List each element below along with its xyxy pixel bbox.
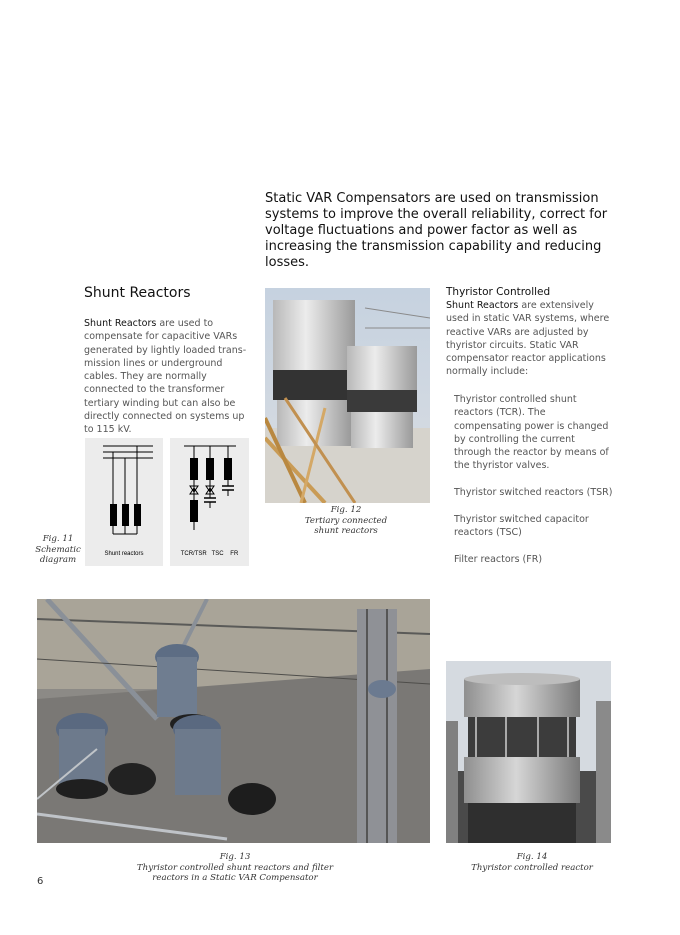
fig14-caption-line1: Thyristor controlled reactor bbox=[471, 862, 593, 873]
fig14-label: Fig. 14 bbox=[516, 852, 548, 862]
tcr-photo bbox=[446, 661, 611, 843]
shunt-lead-term: Shunt Reactors bbox=[84, 318, 157, 329]
fig11-caption-line2: diagram bbox=[39, 555, 77, 565]
schematic-left-label: Shunt reactors bbox=[104, 551, 144, 557]
intro-paragraph: Static VAR Compensators are used on transmission systems to improve the overall reliability, correct for voltage fluctuations and power factor as well as increasing the transmission capability and reducing losses. bbox=[265, 191, 608, 270]
tertiary-reactors-photo bbox=[265, 288, 430, 503]
schematic-tcr-svg bbox=[170, 438, 249, 566]
list-item: Thyristor switched capacitor reactors (TSC) bbox=[454, 513, 589, 538]
fig12-caption-line1: Tertiary connected bbox=[304, 515, 388, 526]
page-number: 6 bbox=[37, 876, 44, 887]
schematic-shunt-reactors bbox=[85, 438, 163, 566]
fig13-caption-line2: reactors in a Static VAR Compensator bbox=[152, 873, 318, 883]
fig12-label: Fig. 12 bbox=[330, 505, 362, 515]
list-item: Thyristor controlled shunt reactors (TCR). The compensating power is changed by controlling the current through the reactor by means of the thyristor valves. bbox=[454, 394, 609, 472]
schematic-tcr-tsc-fr bbox=[170, 438, 249, 566]
fig11-label: Fig. 11 bbox=[42, 534, 74, 544]
list-item: Filter reactors (FR) bbox=[454, 553, 543, 565]
tcr-illustration bbox=[446, 661, 611, 843]
tcr-text: are extensively used in static VAR systems, where reactive VARs are adjusted by thyristor circuits. Static VAR compensator reactor applications normally include: bbox=[446, 300, 610, 378]
fig13-label: Fig. 13 bbox=[219, 852, 251, 862]
fig11-caption-line1: Schematic bbox=[35, 544, 81, 555]
shunt-text: are used to compensate for capacitive VARs generated by lightly loaded transmission lines or underground cables. They are normally connected to the transformer tertiary winding but can also be directly connected on systems up to 115 kV. bbox=[84, 318, 247, 436]
fig11-caption bbox=[30, 534, 86, 566]
list-item: Thyristor switched reactors (TSR) bbox=[454, 487, 613, 499]
tcr-paragraph bbox=[446, 299, 616, 379]
tertiary-reactors-illustration bbox=[265, 288, 430, 503]
svc-aerial-photo bbox=[37, 599, 430, 843]
shunt-reactors-paragraph bbox=[84, 317, 254, 437]
fig12-caption-line2: shunt reactors bbox=[314, 526, 378, 536]
fig13-caption-line1: Thyristor controlled shunt reactors and filter bbox=[136, 862, 334, 873]
fig13-caption bbox=[136, 852, 334, 884]
section-heading-shunt-reactors: Shunt Reactors bbox=[84, 285, 191, 301]
fig12-caption bbox=[286, 505, 406, 537]
schematic-shunt-svg bbox=[85, 438, 163, 566]
schematic-right-label: TCR/TSR TSC FR bbox=[180, 551, 239, 557]
svc-aerial-illustration bbox=[37, 599, 430, 843]
tcr-heading-line2: Shunt Reactors bbox=[446, 300, 519, 311]
svc-application-list bbox=[454, 393, 614, 579]
tcr-heading-line1: Thyristor Controlled bbox=[446, 286, 551, 298]
fig14-caption bbox=[458, 852, 606, 873]
